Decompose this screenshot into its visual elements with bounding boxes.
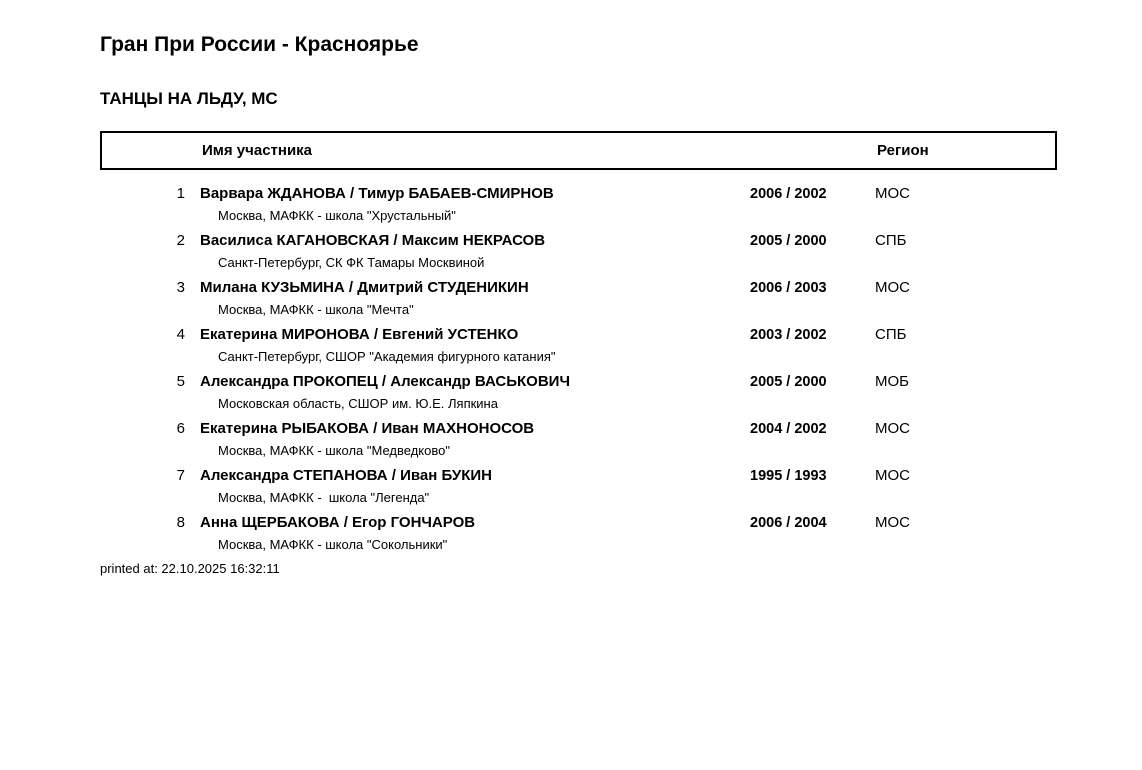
participant-names: Александра ПРОКОПЕЦ / Александр ВАСЬКОВИЧ [200,373,570,390]
row-number: 4 [176,326,185,343]
participant-club: Москва, МАФКК - школа "Сокольники" [218,537,448,552]
participant-names: Варвара ЖДАНОВА / Тимур БАБАЕВ-СМИРНОВ [200,185,554,202]
participant-row [100,231,1057,278]
column-header-name: Имя участника [202,142,313,159]
region-code: СПБ [875,232,907,249]
region-code: МОС [875,279,910,296]
table-header [100,131,1057,170]
participant-cell [185,231,750,270]
participants-list [100,184,1057,560]
birth-years: 2004 / 2002 [750,421,827,437]
participant-club: Москва, МАФКК - школа "Хрустальный" [218,208,456,223]
row-number: 6 [176,420,185,437]
birth-years: 1995 / 1993 [750,468,827,484]
participant-names: Александра СТЕПАНОВА / Иван БУКИН [200,467,492,484]
participant-row [100,184,1057,231]
participant-row [100,419,1057,466]
birth-years: 2006 / 2002 [750,186,827,202]
column-header-region: Регион [877,141,929,159]
participant-cell [185,372,750,411]
region-code: МОС [875,420,910,437]
participant-cell [185,419,750,458]
printed-timestamp: printed at: 22.10.2025 16:32:11 [100,561,280,576]
page-title: Гран При России - Красноярье [100,33,419,56]
participant-club: Москва, МАФКК - школа "Медведково" [218,443,450,458]
participant-club: Москва, МАФКК - школа "Мечта" [218,302,414,317]
participant-names: Екатерина РЫБАКОВА / Иван МАХНОНОСОВ [200,420,535,437]
category-title: ТАНЦЫ НА ЛЬДУ, МС [100,89,278,108]
birth-years: 2003 / 2002 [750,327,827,343]
participant-row [100,372,1057,419]
participant-club: Санкт-Петербург, СК ФК Тамары Москвиной [218,255,485,270]
region-code: СПБ [875,326,907,343]
birth-years: 2006 / 2003 [750,280,827,296]
participant-cell [185,278,750,317]
participant-row [100,278,1057,325]
participant-names: Екатерина МИРОНОВА / Евгений УСТЕНКО [200,326,519,343]
participant-cell [185,513,750,552]
participant-row [100,513,1057,560]
participant-cell [185,325,750,364]
row-number: 7 [176,467,185,484]
participant-names: Милана КУЗЬМИНА / Дмитрий СТУДЕНИКИН [200,279,529,296]
participant-row [100,466,1057,513]
birth-years: 2005 / 2000 [750,233,827,249]
participant-club: Санкт-Петербург, СШОР "Академия фигурного катания" [218,349,556,364]
birth-years: 2006 / 2004 [750,515,827,531]
region-code: МОС [875,467,910,484]
participant-club: Московская область, СШОР им. Ю.Е. Ляпкина [218,396,498,411]
participant-club: Москва, МАФКК - школа "Легенда" [218,490,430,505]
birth-years: 2005 / 2000 [750,374,827,390]
row-number: 3 [176,279,185,296]
row-number: 2 [176,232,185,249]
row-number: 5 [176,373,185,390]
participant-names: Анна ЩЕРБАКОВА / Егор ГОНЧАРОВ [200,514,476,531]
participant-names: Василиса КАГАНОВСКАЯ / Максим НЕКРАСОВ [200,232,546,249]
row-number: 1 [176,185,185,202]
region-code: МОС [875,514,910,531]
region-code: МОС [875,185,910,202]
participant-cell [185,184,750,223]
row-number: 8 [176,514,185,531]
region-code: МОБ [875,373,910,390]
participant-cell [185,466,750,505]
participant-row [100,325,1057,372]
